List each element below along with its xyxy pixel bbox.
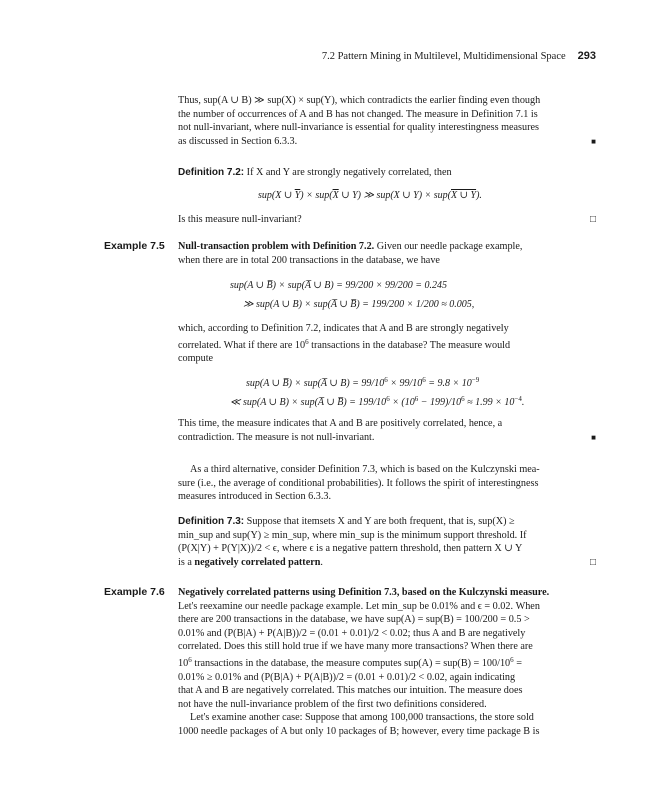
end-definition-mark: □ — [589, 214, 596, 225]
end-proof-mark: ■ — [591, 136, 596, 146]
text-line: not have the null-invariance problem of the first two definitions considered. — [178, 698, 487, 710]
formula-definition-7-2: sup(X ∪ $\overline{Y}) \times sup(\overline{X}$ ∪ Y) ≫ sup(X ∪ Y) × sup(X ∪ Y). — [258, 190, 482, 201]
text-line: correlated. What if there are $10^6$ transactions in the database? The measure would — [178, 337, 511, 351]
definition-7-2 — [178, 166, 596, 180]
text-line: (P(X|Y) + P(Y|X))/2 < ϵ, where ϵ is a negative pattern threshold, then pattern X ∪ Y — [178, 543, 523, 555]
text-line: measures introduced in Section 6.3.3. — [178, 491, 332, 503]
formula-line: ≫ sup(A ∪ B) × sup(A̅ ∪ B̅) = 199/200 × 1/200 ≈ 0.005, — [243, 299, 475, 310]
example-label: Example 7.6 — [104, 586, 165, 598]
text-line: $10^6$ transactions in the database, the measure computes $sup(A) = sup(B) = 100/10^6$ = — [178, 655, 522, 669]
example-label: Example 7.5 — [104, 240, 165, 252]
definition-text: If X and Y are strongly negatively correlated, then — [246, 167, 452, 178]
definition-label: Definition 7.3: — [178, 516, 245, 527]
definition-label: Definition 7.2: — [178, 167, 245, 178]
text-line: 0.01% ≥ 0.01% and (P(B|A) + P(A|B))/2 = (0.01 + 0.01)/2 < 0.02, again indicating — [178, 671, 516, 683]
end-definition-mark: □ — [589, 556, 596, 568]
formula-line: ≪ sup(A ∪ B) × sup(A̅ ∪ B̅) = $199/10^6 \times (10^6 - 199)/10^6 \approx 1.99 \times 10^{-4}$. — [230, 395, 525, 408]
example-7-5: Null-transaction problem with Definition 7.2. Given our needle package example, when there are in total 200 transactions in the database, we have — [178, 240, 596, 267]
text-line: Let's examine another case: Suppose that among 100,000 transactions, the store sold — [190, 712, 534, 724]
paragraph-null-invariance — [178, 94, 596, 148]
text-line: as discussed in Section 6.3.3. ■ — [178, 135, 596, 147]
definition-7-3: Definition 7.3: Suppose that itemsets X and Y are both frequent, that is, sup(X) ≥ min_sup and sup(Y) ≥ min_sup, where min_sup is the minimum support threshold. If (P(X|Y) + P(Y|X))/2 < ϵ, where ϵ is a negative pattern threshold, then pattern X ∪ Y is a negatively correlated pattern. □ — [178, 516, 596, 568]
text-line: when there are in total 200 transactions in the database, we have — [178, 254, 440, 266]
text-line: Thus, sup(A ∪ B) ≫ sup(X) × sup(Y), which contradicts the earlier finding even though — [178, 95, 541, 106]
text-line: contradiction. The measure is not null-invariant. ■ — [178, 431, 596, 443]
text-line: compute — [178, 353, 214, 365]
text-line: Let's reexamine our needle package example. Let min_sup be 0.01% and ϵ = 0.02. When — [178, 600, 540, 612]
question-text: Is this measure null-invariant? — [178, 214, 302, 225]
text-line: sure (i.e., the average of conditional probabilities). It follows the spirit of interestingness — [178, 477, 539, 489]
definition-7-2-question — [178, 213, 596, 227]
text-line: that A and B are negatively correlated. This matches our intuition. The measure does — [178, 685, 523, 697]
section-title: 7.2 Pattern Mining in Multilevel, Multidimensional Space — [321, 51, 566, 62]
text-line: 1000 needle packages of A but only 10 packages of B; however, every time package B is — [178, 725, 540, 737]
text-line: is a negatively correlated pattern. □ — [178, 556, 596, 568]
text-line: 0.01% and (P(B|A) + P(A|B))/2 = (0.01 + 0.01)/2 < 0.02; thus A and B are negatively — [178, 627, 526, 639]
text-line: which, according to Definition 7.2, indicates that A and B are strongly negatively — [178, 323, 509, 334]
text-line: correlated. Does this still hold true if we have many more transactions? When there are — [178, 641, 533, 653]
example-7-6 — [178, 586, 596, 739]
text-line: not null-invariant, where null-invariance is essential for quality interestingness measures — [178, 122, 539, 134]
end-example-mark: ■ — [591, 432, 596, 442]
text-line: the number of occurrences of A and B has not changed. The measure in Definition 7.1 is — [178, 108, 538, 120]
formula-line: sup(A ∪ B̅) × sup(A̅ ∪ B) = 99/200 × 99/200 = 0.245 — [230, 280, 447, 291]
text-line: This time, the measure indicates that A and B are positively correlated, hence, a — [178, 418, 503, 429]
example-7-5-discussion — [178, 322, 596, 366]
text-line: As a third alternative, consider Definition 7.3, which is based on the Kulczynski mea- — [190, 464, 540, 475]
example-7-5-conclusion — [178, 417, 596, 444]
defined-term: negatively correlated pattern — [194, 556, 321, 568]
text-line: there are 200 transactions in the database, we have sup(A) = sup(B) = 100/200 = 0.5 > — [178, 614, 530, 626]
text-line: min_sup and sup(Y) ≥ min_sup, where min_sup is the minimum support threshold. If — [178, 529, 527, 541]
page-number: 293 — [577, 50, 596, 62]
example-title: Negatively correlated patterns using Definition 7.3, based on the Kulczynski measure. — [178, 587, 550, 598]
running-head — [322, 50, 596, 62]
example-title: Null-transaction problem with Definition 7.2. — [178, 241, 375, 252]
formula-line: sup(A ∪ B̅) × sup(A̅ ∪ $B) = 99/10^6 \times 99/10^6 = 9.8 \times 10^{-9}$ — [246, 376, 480, 389]
paragraph-kulczynski — [178, 463, 596, 504]
